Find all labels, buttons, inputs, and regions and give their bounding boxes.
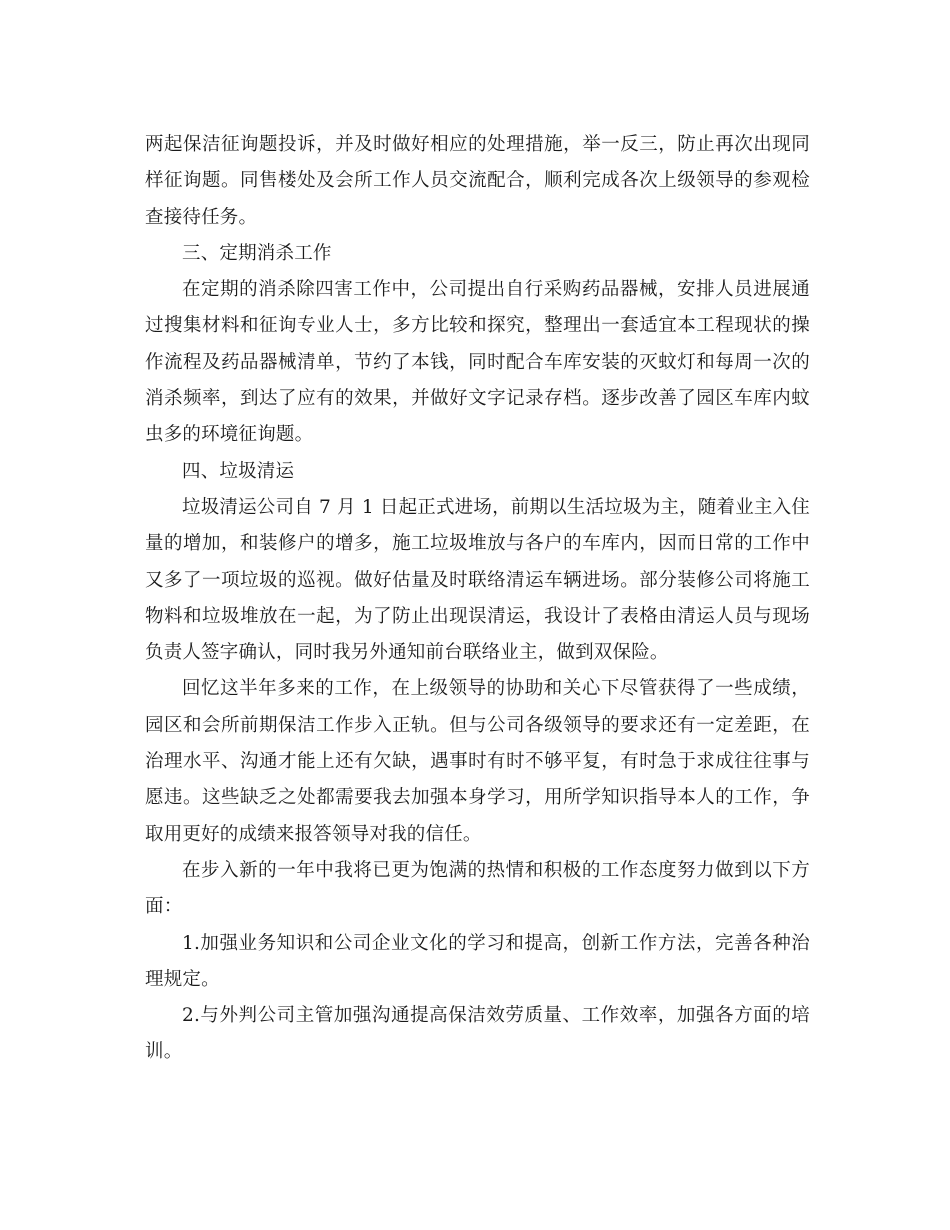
- paragraph-disinfection: 在定期的消杀除四害工作中，公司提出自行采购药品器械，安排人员进展通过搜集材料和征询专业人士，多方比较和探究，整理出一套适宜本工程现状的操作流程及药品器械清单，节约了本钱，同时配合车库安装的灭蚊灯和每周一次的消杀频率，到达了应有的效果，并做好文字记录存档。逐步改善了园区车库内蚊虫多的环境征询题。: [145, 279, 810, 446]
- paragraph-continuation: 两起保洁征询题投诉，并及时做好相应的处理措施，举一反三，防止再次出现同样征询题。同售楼处及会所工作人员交流配合，顺利完成各次上级领导的参观检查接待任务。: [145, 134, 810, 228]
- section-heading-disinfection: 三、定期消杀工作: [182, 242, 332, 264]
- paragraph-new-year: 在步入新的一年中我将已更为饱满的热情和积极的工作态度努力做到以下方面：: [145, 859, 810, 918]
- paragraph-item-1: 1.加强业务知识和公司企业文化的学习和提高，创新工作方法，完善各种治理规定。: [145, 932, 810, 990]
- paragraph-garbage: 垃圾清运公司自 7 月 1 日起正式进场，前期以生活垃圾为主，随着业主入住量的增加，和装修户的增多，施工垃圾堆放与各户的车库内，因而日常的工作中又多了一项垃圾的巡视。做好估量及时联络清运车辆进场。部分装修公司将施工物料和垃圾堆放在一起，为了防止出现误清运，我设计了表格由清运人员与现场负责人签字确认，同时我另外通知前台联络业主，做到双保险。: [145, 496, 810, 664]
- section-heading-garbage: 四、垃圾清运: [182, 460, 295, 482]
- paragraph-review: 回忆这半年多来的工作，在上级领导的协助和关心下尽管获得了一些成绩，园区和会所前期保洁工作步入正轨。但与公司各级领导的要求还有一定差距，在治理水平、沟通才能上还有欠缺，遇事时有时不够平复，有时急于求成往往事与愿违。这些缺乏之处都需要我去加强本身学习，用所学知识指导本人的工作，争取用更好的成绩来报答领导对我的信任。: [145, 678, 810, 845]
- document-body: [145, 127, 810, 1071]
- paragraph-item-2: 2.与外判公司主管加强沟通提高保洁效劳质量、工作效率，加强各方面的培训。: [145, 1005, 810, 1063]
